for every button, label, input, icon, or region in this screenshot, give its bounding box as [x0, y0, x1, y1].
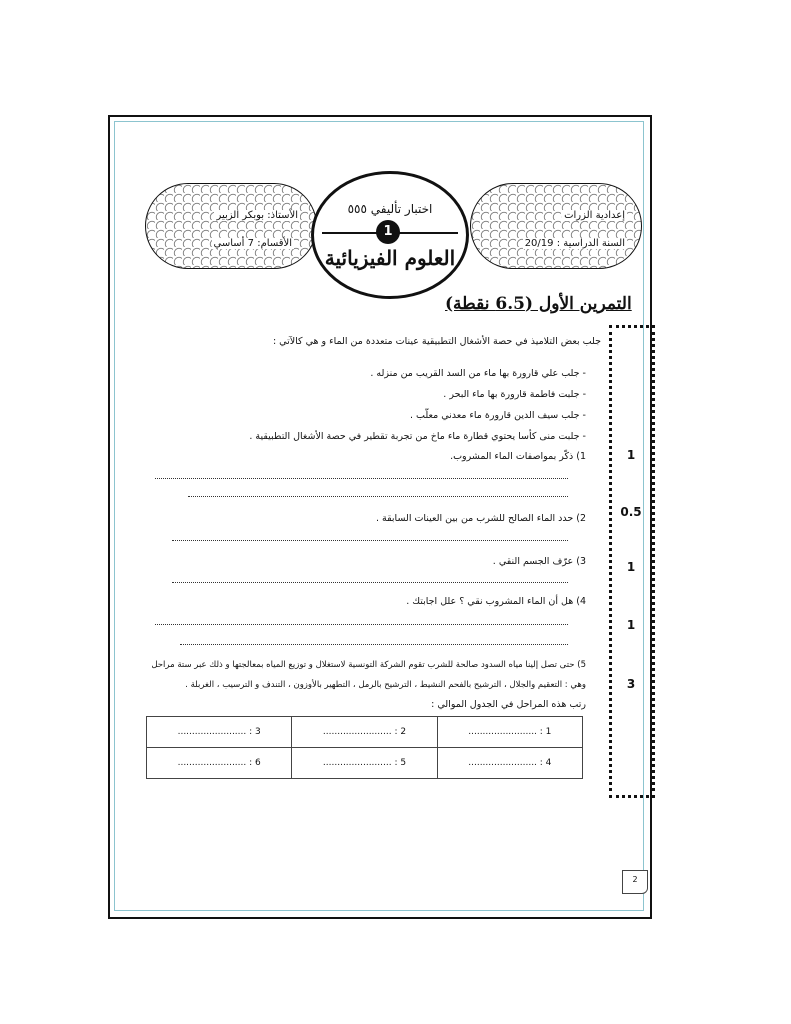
answer-line [172, 540, 568, 541]
answer-line [180, 644, 568, 645]
exam-number-badge: 1 [376, 220, 400, 244]
sample-bullet: - جلبت فاطمة قارورة بها ماء البحر . [443, 389, 586, 400]
exercise-heading: التمرين الأول (6.5 نقطة) [445, 294, 632, 314]
grade-q5: 3 [626, 677, 636, 691]
question-5: 5) حتى تصل إلينا مياه السدود صالحة للشرب تقوم الشركة التونسية لاستغلال و توزيع المياه بمعالجتها و ذلك عبر ستة مراحل [151, 660, 586, 670]
grade-q3: 1 [626, 560, 636, 574]
answer-line [188, 496, 568, 497]
answer-line [172, 582, 568, 583]
grade-q2: 0.5 [620, 505, 642, 519]
teacher-label: الأستاذ: بوبكر الزبير [216, 210, 298, 221]
question-4: 4) هل أن الماء المشروب نقي ؟ علل اجابتك . [406, 596, 586, 607]
header-right-pill [470, 183, 642, 269]
table-cell[interactable]: 2 : ........................ [292, 717, 437, 748]
question-3: 3) عرّف الجسم النقي . [492, 556, 586, 567]
question-5-instruction: رتب هذه المراحل في الجدول الموالي : [431, 699, 586, 710]
header-left-pill [145, 183, 317, 269]
grade-q1: 1 [626, 448, 636, 462]
exercise-intro: جلب بعض التلاميذ في حصة الأشغال التطبيقية عينات متعددة من الماء و هي كالآتي : [272, 336, 601, 347]
table-row [147, 748, 583, 779]
school-label: إعدادية الزرات [564, 210, 625, 221]
table-cell[interactable]: 1 : ........................ [437, 717, 582, 748]
school-year-label: السنة الدراسية : 20/19 [524, 238, 625, 249]
subject-title: العلوم الفيزيائية [324, 246, 456, 270]
table-cell[interactable]: 5 : ........................ [292, 748, 437, 779]
sample-bullet: - جلب علي قارورة بها ماء من السد القريب من منزله . [370, 368, 586, 379]
question-5-steps: وهي : التعقيم والجلال ، الترشيح بالفحم النشيط ، الترشيح بالرمل ، التطهير بالأوزون ، التندف و الترسيب ، الغربلة . [185, 680, 586, 690]
answer-line [155, 478, 568, 479]
page-number: 2 [622, 870, 648, 894]
table-cell[interactable]: 4 : ........................ [437, 748, 582, 779]
exam-type: اختبار تأليفي ٥٥٥ [347, 202, 433, 216]
header-center-oval [311, 171, 469, 299]
table-cell[interactable]: 3 : ........................ [147, 717, 292, 748]
class-label: الأقسام: 7 أساسي [213, 238, 292, 249]
question-2: 2) حدد الماء الصالح للشرب من بين العينات السابقة . [375, 513, 586, 524]
answer-line [155, 624, 568, 625]
grade-q4: 1 [626, 618, 636, 632]
sample-bullet: - جلب سيف الدين قارورة ماء معدني معلّب . [409, 410, 586, 421]
sample-bullet: - جلبت منى كأسا يحتوي قطارة ماء ماخ من تجربة تقطير في حصة الأشغال التطبيقية . [249, 431, 586, 442]
table-row [147, 717, 583, 748]
table-cell[interactable]: 6 : ........................ [147, 748, 292, 779]
question-1: 1) ذكّر بمواصفات الماء المشروب. [450, 451, 586, 462]
steps-table [146, 716, 583, 779]
